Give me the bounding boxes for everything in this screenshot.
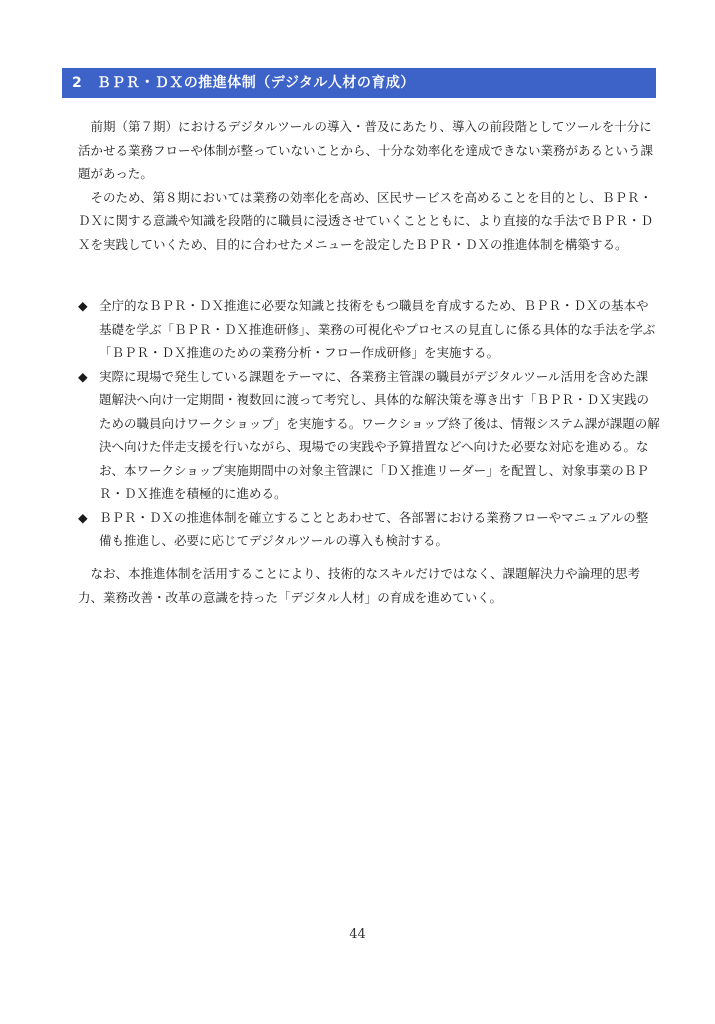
page-number: 44: [349, 927, 366, 942]
list-item: [78, 365, 660, 506]
list-item-text: 全庁的なＢＰＲ・ＤＸ推進に必要な知識と技術をもつ職員を育成するため、ＢＰＲ・ＤＸの基本や基礎を学ぶ「ＢＰＲ・ＤＸ推進研修」、業務の可視化やプロセスの見直しに係る具体的な手法を学ぶ「ＢＰＲ・ＤＸ推進のための業務分析・フロー作成研修」を実施する。: [99, 298, 656, 360]
diamond-bullet-icon: ◆: [78, 298, 88, 313]
list-item-text: ＢＰＲ・ＤＸの推進体制を確立することとあわせて、各部署における業務フローやマニュアルの整備も推進し、必要に応じてデジタルツールの導入も検討する。: [99, 509, 649, 548]
diamond-bullet-icon: ◆: [78, 509, 88, 525]
diamond-bullet-icon: ◆: [78, 368, 88, 384]
intro-text: [78, 115, 660, 256]
paragraph: そのため、第８期においては業務の効率化を高め、区民サービスを高めることを目的とし、ＢＰＲ・ＤＸに関する意識や知識を段階的に職員に浸透させていくことともに、より直接的な手法でＢＰＲ・ＤＸを実践していくため、目的に合わせたメニューを設定したＢＰＲ・ＤＸの推進体制を構築する。: [78, 189, 654, 252]
list-item: [78, 506, 660, 553]
bullet-list: [78, 294, 660, 553]
section-heading: 2 ＢＰＲ・ＤＸの推進体制（デジタル人材の育成）: [62, 68, 656, 98]
list-item: [78, 294, 660, 365]
paragraph: 前期（第７期）におけるデジタルツールの導入・普及にあたり、導入の前段階としてツールを十分に活かせる業務フローや体制が整っていないことから、十分な効率化を達成できない業務があるという課題があった。: [78, 119, 654, 181]
closing-text: [78, 562, 660, 609]
list-item-text: 実際に現場で発生している課題をテーマに、各業務主管課の職員がデジタルツール活用を含めた課題解決へ向け一定期間・複数回に渡って考究し、具体的な解決策を導き出す「ＢＰＲ・ＤＸ実践のための職員向けワークショップ」を実施する。ワークショップ終了後は、情報システム課が課題の解決へ向けた伴走支援を行いながら、現場での実践や予算措置などへ向けた必要な対応を進める。なお、本ワークショップ実施期間中の対象主管課に「ＤＸ推進リーダー」を配置し、対象事業のＢＰＲ・ＤＸ推進を積極的に進める。: [99, 368, 660, 501]
paragraph: なお、本推進体制を活用することにより、技術的なスキルだけではなく、課題解決力や論理的思考力、業務改善・改革の意識を持った「デジタル人材」の育成を進めていく。: [78, 566, 641, 605]
